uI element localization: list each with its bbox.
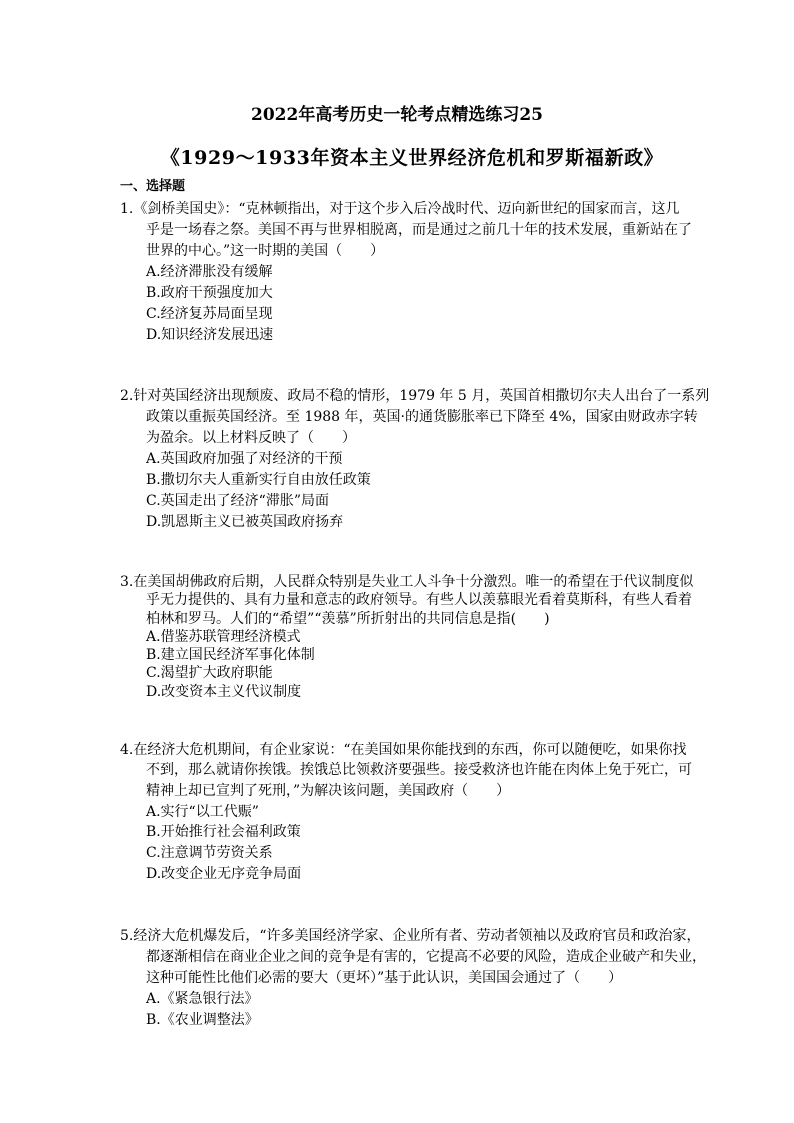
question-4-stem-line: 不到，那么就请你挨饿。挨饿总比领救济要强些。接受救济也许能在肉体上免于死亡，可 bbox=[146, 762, 692, 779]
question-3 bbox=[120, 573, 720, 701]
question-5 bbox=[120, 926, 720, 1031]
document-subtitle: 《1929～1933年资本主义世界经济危机和罗斯福新政》 bbox=[160, 147, 664, 169]
question-5-option-b: B.《农业调整法》 bbox=[146, 1011, 259, 1028]
question-5-stem-line: 都逐渐相信在商业企业之间的竞争是有害的，它提高不必要的风险，造成企业破产和失业， bbox=[146, 948, 706, 965]
question-4-option-d: D.改变企业无序竞争局面 bbox=[146, 865, 302, 882]
question-3-stem-line: 柏林和罗马。人们的“希望”“羡慕”所折射出的共同信息是指( ) bbox=[146, 610, 550, 627]
question-4-option-a: A.实行“以工代赈” bbox=[146, 803, 259, 820]
question-2-option-c: C.英国走出了经济“滞胀”局面 bbox=[146, 492, 329, 509]
question-4 bbox=[120, 740, 720, 885]
question-2-option-d: D.凯恩斯主义已被英国政府扬弃 bbox=[146, 513, 344, 530]
question-3-option-a: A.借鉴苏联管理经济模式 bbox=[146, 628, 301, 645]
question-3-option-b: B.建立国民经济军事化体制 bbox=[146, 647, 315, 664]
document-title: 2022年高考历史一轮考点精选练习25 bbox=[251, 105, 543, 125]
question-1-stem-line: 1.《剑桥美国史》：“克林顿指出，对于这个步入后冷战时代、迈向新世纪的国家而言，这几 bbox=[120, 200, 680, 217]
question-1-option-a: A.经济滞胀没有缓解 bbox=[146, 263, 273, 280]
section-heading: 一、选择题 bbox=[120, 179, 186, 194]
question-2-stem-line: 为盈余。以上材料反映了（ ） bbox=[146, 429, 356, 446]
question-3-option-c: C.渴望扩大政府职能 bbox=[146, 665, 273, 682]
question-4-stem-line: 精神上却已宣判了死刑，”为解决该问题，美国政府（ ） bbox=[146, 782, 511, 799]
question-1-option-b: B.政府干预强度加大 bbox=[146, 284, 273, 301]
question-1-option-d: D.知识经济发展迅速 bbox=[146, 326, 274, 343]
question-2-stem-line: 2.针对英国经济出现颓废、政局不稳的情形，1979 年 5 月，英国首相撒切尔夫人出台了一系列 bbox=[120, 387, 710, 404]
question-2-stem-line: 政策以重振英国经济。至 1988 年，英国·的通货膨胀率已下降至 4%，国家由财政赤字转 bbox=[146, 408, 698, 425]
question-4-option-b: B.开始推行社会福利政策 bbox=[146, 824, 301, 841]
question-1-option-c: C.经济复苏局面呈现 bbox=[146, 305, 273, 322]
question-5-option-a: A.《紧急银行法》 bbox=[146, 990, 259, 1007]
question-1-stem-line: 乎是一场春之祭。美国不再与世界相脱离，而是通过之前几十年的技术发展，重新站在了 bbox=[146, 221, 692, 238]
question-5-stem-line: 5.经济大危机爆发后，“许多美国经济学家、企业所有者、劳动者领袖以及政府官员和政治家， bbox=[120, 927, 701, 944]
question-4-stem-line: 4.在经济大危机期间，有企业家说：“在美国如果你能找到的东西，你可以随便吃，如果你找 bbox=[120, 741, 687, 758]
question-2 bbox=[120, 386, 720, 533]
question-1 bbox=[120, 199, 720, 346]
question-5-stem-line: 这种可能性比他们必需的要大（更坏）”基于此认识，美国国会通过了（ ） bbox=[146, 969, 623, 986]
question-2-option-a: A.英国政府加强了对经济的干预 bbox=[146, 450, 343, 467]
question-3-stem-line: 3.在美国胡佛政府后期，人民群众特别是失业工人斗争十分激烈。唯一的希望在于代议制度似 bbox=[120, 574, 694, 590]
question-3-stem-line: 乎无力提供的、具有力量和意志的政府领导。有些人以羡慕眼光看着莫斯科，有些人看着 bbox=[146, 592, 692, 609]
question-2-option-b: B.撒切尔夫人重新实行自由放任政策 bbox=[146, 471, 371, 488]
question-4-option-c: C.注意调节劳资关系 bbox=[146, 845, 273, 862]
question-1-stem-line: 世界的中心。”这一时期的美国（ ） bbox=[146, 242, 385, 259]
question-3-option-d: D.改变资本主义代议制度 bbox=[146, 683, 302, 700]
